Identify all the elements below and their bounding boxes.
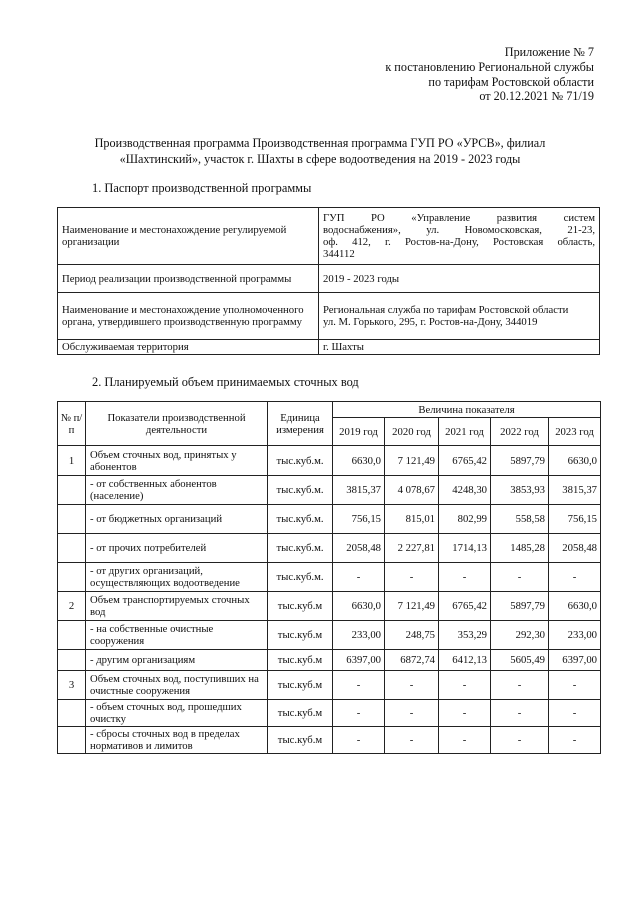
indicator-name-cell: - от собственных абонентов (население) (86, 476, 268, 505)
row-number-cell (58, 650, 86, 671)
row-number-cell (58, 476, 86, 505)
unit-cell: тыс.куб.м. (268, 446, 333, 476)
section-heading-passport: 1. Паспорт производственной программы (92, 181, 312, 195)
passport-value-line: Региональная служба по тарифам Ростовской области (323, 304, 569, 316)
value-cell: 353,29 (439, 621, 491, 650)
table-row (58, 208, 600, 265)
passport-value-line: ГУП РО «Управление развития систем (323, 212, 595, 224)
value-cell: 1714,13 (439, 534, 491, 563)
unit-cell: тыс.куб.м (268, 592, 333, 621)
table-row (58, 727, 601, 754)
value-cell: 6397,00 (333, 650, 385, 671)
passport-value (319, 293, 600, 340)
value-cell: 4248,30 (439, 476, 491, 505)
unit-cell: тыс.куб.м. (268, 534, 333, 563)
value-cell: - (491, 700, 549, 727)
unit-cell: тыс.куб.м (268, 727, 333, 754)
passport-value (319, 208, 600, 265)
indicator-name-cell: - от бюджетных организаций (86, 505, 268, 534)
row-number-cell (58, 534, 86, 563)
indicator-name-cell: - от других организаций, осуществляющих водоотведение (86, 563, 268, 592)
value-cell: 6630,0 (549, 446, 601, 476)
value-cell: 6630,0 (549, 592, 601, 621)
value-cell: - (439, 727, 491, 754)
passport-value (319, 265, 600, 293)
header-unit: Единица измерения (268, 402, 333, 446)
passport-table (57, 207, 600, 355)
unit-cell: тыс.куб.м (268, 621, 333, 650)
table-row (58, 340, 600, 355)
value-cell: - (385, 727, 439, 754)
indicator-name-cell: - сбросы сточных вод в пределах нормативов и лимитов (86, 727, 268, 754)
passport-value (319, 340, 600, 355)
header-year: 2019 год (333, 418, 385, 446)
row-number-cell (58, 700, 86, 727)
value-cell: 3815,37 (549, 476, 601, 505)
value-cell: - (491, 727, 549, 754)
appendix-date-line: от 20.12.2021 № 71/19 (479, 89, 594, 104)
value-cell: - (439, 700, 491, 727)
table-row (58, 700, 601, 727)
header-year: 2020 год (385, 418, 439, 446)
unit-cell: тыс.куб.м. (268, 505, 333, 534)
value-cell: - (333, 671, 385, 700)
value-cell: 5605,49 (491, 650, 549, 671)
table-row (58, 592, 601, 621)
value-cell: - (439, 563, 491, 592)
value-cell: - (491, 671, 549, 700)
unit-cell: тыс.куб.м. (268, 476, 333, 505)
value-cell: - (549, 700, 601, 727)
row-number-cell: 2 (58, 592, 86, 621)
indicator-name-cell: - объем сточных вод, прошедших очистку (86, 700, 268, 727)
value-cell: 558,58 (491, 505, 549, 534)
unit-cell: тыс.куб.м. (268, 563, 333, 592)
passport-value-line: г. Шахты (323, 341, 364, 353)
header-year: 2021 год (439, 418, 491, 446)
table-row (58, 476, 601, 505)
value-cell: 233,00 (333, 621, 385, 650)
appendix-block (385, 45, 594, 104)
header-year: 2022 год (491, 418, 549, 446)
value-cell: 2058,48 (333, 534, 385, 563)
unit-cell: тыс.куб.м (268, 650, 333, 671)
value-cell: 233,00 (549, 621, 601, 650)
value-cell: 3853,93 (491, 476, 549, 505)
title-line: «Шахтинский», участок г. Шахты в сфере водоотведения на 2019 - 2023 годы (119, 151, 521, 166)
value-cell: 292,30 (491, 621, 549, 650)
value-cell: 5897,79 (491, 592, 549, 621)
value-cell: - (385, 563, 439, 592)
header-indicator: Показатели производственной деятельности (86, 402, 268, 446)
indicator-name-cell: Объем сточных вод, принятых у абонентов (86, 446, 268, 476)
value-cell: - (333, 727, 385, 754)
title-line: Производственная программа Производственная программа ГУП РО «УРСВ», филиал (94, 136, 546, 150)
appendix-line: к постановлению Региональной службы (385, 59, 594, 74)
indicator-name-cell: Объем сточных вод, поступивших на очистные сооружения (86, 671, 268, 700)
value-cell: 5897,79 (491, 446, 549, 476)
value-cell: 6412,13 (439, 650, 491, 671)
table-row (58, 650, 601, 671)
value-cell: - (549, 563, 601, 592)
passport-value-line: 344112 (323, 248, 355, 260)
value-cell: 802,99 (439, 505, 491, 534)
table-row (58, 621, 601, 650)
appendix-line: Приложение № 7 (504, 45, 594, 59)
row-number-cell: 3 (58, 671, 86, 700)
header-num: № п/п (58, 402, 86, 446)
value-cell: - (491, 563, 549, 592)
unit-cell: тыс.куб.м (268, 700, 333, 727)
value-cell: 7 121,49 (385, 592, 439, 621)
table-row (58, 563, 601, 592)
value-cell: - (385, 671, 439, 700)
indicator-name-cell: - от прочих потребителей (86, 534, 268, 563)
row-number-cell (58, 727, 86, 754)
document-title (70, 136, 570, 167)
row-number-cell: 1 (58, 446, 86, 476)
row-number-cell (58, 563, 86, 592)
appendix-line: по тарифам Ростовской области (428, 74, 594, 89)
value-cell: 6397,00 (549, 650, 601, 671)
value-cell: - (333, 563, 385, 592)
row-number-cell (58, 621, 86, 650)
table-header-row (58, 402, 601, 418)
value-cell: 756,15 (333, 505, 385, 534)
passport-value-line: оф. 412, г. Ростов-на-Дону, Ростовская область, (323, 236, 595, 248)
passport-value-line: водоснабжения», ул. Новомосковская, 21-23, (323, 224, 595, 236)
value-cell: - (385, 700, 439, 727)
value-cell: 1485,28 (491, 534, 549, 563)
value-cell: 6630,0 (333, 592, 385, 621)
indicator-name-cell: - другим организациям (86, 650, 268, 671)
table-row (58, 534, 601, 563)
passport-label: Период реализации производственной программы (58, 265, 319, 293)
value-cell: 7 121,49 (385, 446, 439, 476)
value-cell: 6765,42 (439, 592, 491, 621)
passport-label: Наименование и местонахождение регулируемой организации (58, 208, 319, 265)
value-cell: 248,75 (385, 621, 439, 650)
unit-cell: тыс.куб.м (268, 671, 333, 700)
value-cell: - (549, 671, 601, 700)
value-cell: 815,01 (385, 505, 439, 534)
table-row (58, 446, 601, 476)
section-heading-volume: 2. Планируемый объем принимаемых сточных вод (92, 375, 359, 389)
passport-value-line: 2019 - 2023 годы (323, 272, 400, 285)
value-cell: 2058,48 (549, 534, 601, 563)
volume-table-body (58, 446, 601, 754)
passport-value-line: ул. М. Горького, 295, г. Ростов-на-Дону, 344019 (323, 316, 538, 328)
value-cell: 756,15 (549, 505, 601, 534)
value-cell: 2 227,81 (385, 534, 439, 563)
value-cell: 4 078,67 (385, 476, 439, 505)
table-row (58, 671, 601, 700)
value-cell: 6630,0 (333, 446, 385, 476)
value-cell: 6872,74 (385, 650, 439, 671)
header-value-group: Величина показателя (333, 402, 601, 418)
volume-table (57, 401, 601, 754)
passport-label: Наименование и местонахождение уполномоченного органа, утвердившего производственную программу (58, 293, 319, 340)
table-row (58, 265, 600, 293)
header-year: 2023 год (549, 418, 601, 446)
indicator-name-cell: Объем транспортируемых сточных вод (86, 592, 268, 621)
table-row (58, 505, 601, 534)
passport-label: Обслуживаемая территория (58, 340, 319, 355)
row-number-cell (58, 505, 86, 534)
value-cell: - (439, 671, 491, 700)
table-row (58, 293, 600, 340)
value-cell: - (333, 700, 385, 727)
value-cell: 6765,42 (439, 446, 491, 476)
indicator-name-cell: - на собственные очистные сооружения (86, 621, 268, 650)
value-cell: 3815,37 (333, 476, 385, 505)
value-cell: - (549, 727, 601, 754)
